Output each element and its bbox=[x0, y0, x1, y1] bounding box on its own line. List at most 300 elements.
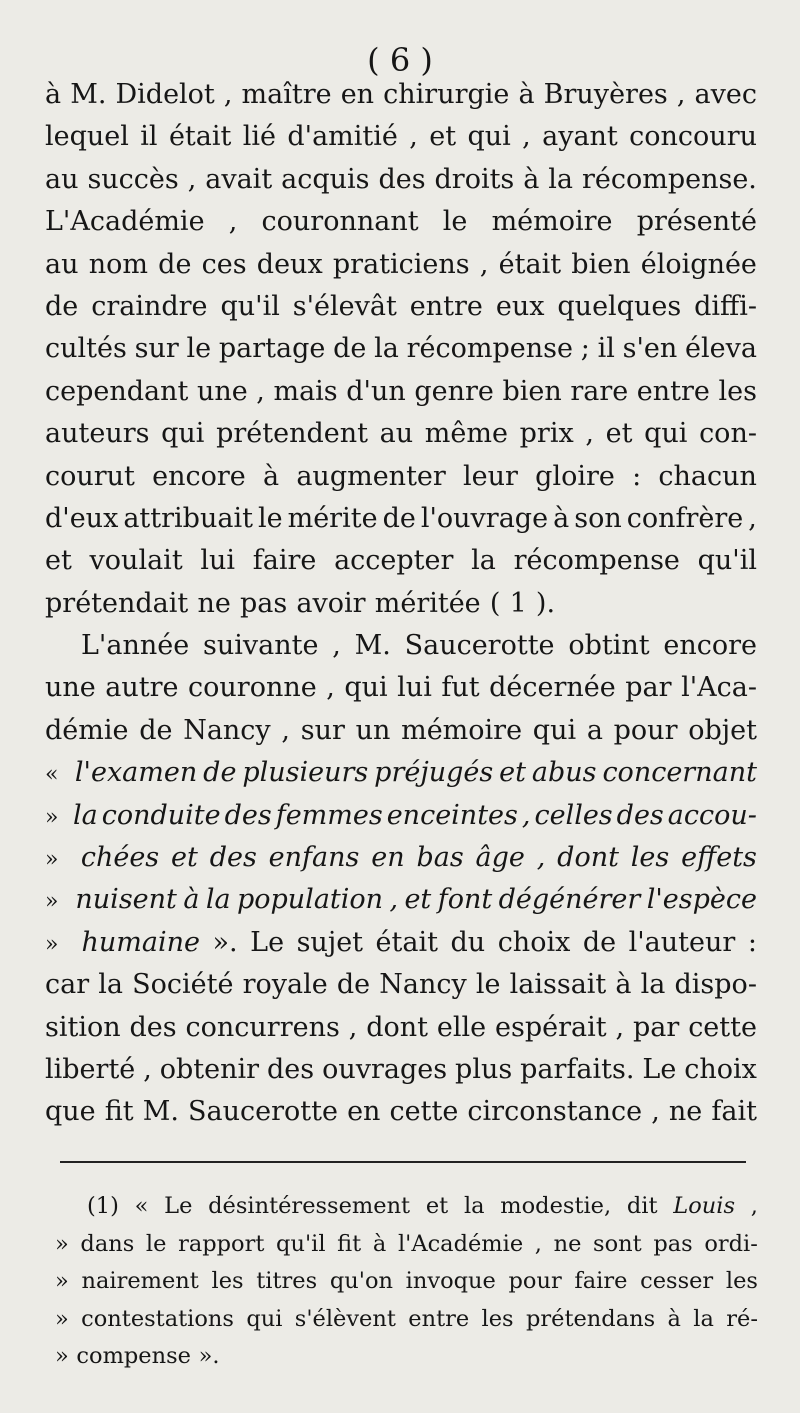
word: » bbox=[55, 1343, 69, 1369]
word: , bbox=[750, 1193, 758, 1219]
word: Nancy bbox=[183, 714, 271, 746]
word: nuisent bbox=[75, 884, 177, 916]
text-line bbox=[45, 371, 757, 413]
word: car bbox=[45, 969, 90, 1001]
word: prix bbox=[519, 418, 574, 450]
text-line bbox=[45, 244, 757, 286]
word: des bbox=[267, 1053, 315, 1085]
word: l'Académie bbox=[397, 1230, 524, 1257]
word: courut bbox=[45, 460, 135, 492]
page-number: ( 6 ) bbox=[367, 41, 433, 79]
word: et bbox=[171, 842, 198, 874]
word: cependant bbox=[45, 375, 189, 407]
word: rapport bbox=[178, 1230, 265, 1257]
word: dont bbox=[366, 1011, 429, 1043]
word: ». bbox=[212, 926, 238, 958]
word: et bbox=[605, 418, 633, 450]
word: éloignée bbox=[640, 248, 757, 280]
word: était bbox=[168, 121, 232, 153]
word: celles bbox=[534, 799, 613, 831]
word: de bbox=[45, 290, 79, 322]
word: d'eux bbox=[45, 502, 119, 534]
word: contestations bbox=[81, 1305, 234, 1332]
word: de bbox=[139, 714, 173, 746]
word: pas bbox=[653, 1230, 693, 1257]
text-line bbox=[45, 116, 757, 158]
word: , bbox=[585, 418, 594, 450]
word: des bbox=[224, 799, 272, 831]
quote-mark: » bbox=[45, 931, 59, 957]
word: présenté bbox=[636, 206, 757, 238]
word: , bbox=[389, 884, 399, 916]
word: par bbox=[625, 672, 672, 704]
word: cultés bbox=[45, 333, 127, 365]
word: , bbox=[748, 502, 757, 534]
word: » bbox=[55, 1268, 69, 1294]
word: obtint bbox=[568, 630, 650, 662]
word: : bbox=[632, 460, 642, 492]
word: fut bbox=[441, 672, 480, 704]
word: s'élèvent bbox=[294, 1305, 396, 1332]
word: la bbox=[471, 545, 496, 577]
word: , bbox=[479, 248, 489, 280]
word: d'amitié bbox=[287, 121, 398, 153]
word: compense bbox=[76, 1343, 191, 1369]
word: à bbox=[263, 460, 280, 492]
word: prétendent bbox=[216, 418, 368, 450]
word: acquis bbox=[281, 163, 370, 195]
word: autre bbox=[105, 672, 179, 704]
word: était bbox=[498, 248, 562, 280]
word: Didelot bbox=[115, 79, 215, 110]
word: enceintes bbox=[386, 799, 518, 831]
word: en bbox=[347, 1096, 381, 1128]
word: démie bbox=[45, 714, 129, 746]
word: 1 bbox=[509, 587, 527, 619]
word: entre bbox=[408, 1305, 470, 1332]
word: sujet bbox=[296, 926, 364, 958]
text-line bbox=[45, 286, 757, 328]
word: un bbox=[355, 714, 391, 746]
word: font bbox=[437, 884, 493, 916]
word: quelques bbox=[557, 290, 682, 322]
footnote-line bbox=[55, 1301, 758, 1339]
word: une bbox=[196, 375, 248, 407]
word: pas bbox=[239, 587, 288, 619]
word: des bbox=[129, 1011, 177, 1043]
word: qui bbox=[246, 1305, 283, 1332]
word: partage bbox=[218, 333, 326, 365]
word: mémoire bbox=[491, 206, 613, 238]
word: la bbox=[548, 163, 574, 195]
word: qui bbox=[161, 418, 205, 450]
word: il bbox=[140, 121, 158, 153]
word: méritée bbox=[374, 587, 481, 619]
word: elle bbox=[436, 1011, 487, 1043]
word: les bbox=[718, 375, 757, 407]
word: entre bbox=[636, 375, 710, 407]
word: sur bbox=[134, 333, 179, 365]
word: à bbox=[523, 163, 540, 195]
word: le bbox=[475, 969, 501, 1001]
word: invoque bbox=[405, 1268, 496, 1294]
word: conduite bbox=[101, 799, 221, 831]
word: au bbox=[45, 248, 79, 280]
text-line bbox=[45, 837, 757, 879]
word: qui bbox=[532, 714, 577, 746]
word: de bbox=[382, 502, 416, 534]
quote-mark: « bbox=[45, 762, 59, 788]
word: fit bbox=[104, 1096, 134, 1128]
word: qui bbox=[344, 672, 388, 704]
word: confrère bbox=[626, 502, 744, 534]
word: femmes bbox=[275, 799, 383, 831]
word: qui bbox=[644, 418, 688, 450]
word: bien bbox=[571, 248, 631, 280]
word: parfaits. bbox=[520, 1053, 635, 1085]
word: s'en bbox=[622, 333, 678, 365]
word: , bbox=[348, 1011, 358, 1043]
word: encore bbox=[663, 630, 757, 662]
word: la bbox=[205, 884, 231, 916]
word: lequel bbox=[45, 121, 129, 153]
word: L'année bbox=[81, 630, 190, 662]
word: récompense bbox=[513, 545, 680, 577]
word: dit bbox=[626, 1193, 658, 1219]
word: deux bbox=[256, 248, 323, 280]
quote-mark: » bbox=[45, 804, 59, 830]
word: M. bbox=[70, 79, 107, 110]
word: les bbox=[630, 842, 670, 874]
word: fit bbox=[337, 1230, 362, 1257]
word: humaine bbox=[81, 926, 200, 958]
word: désintéressement bbox=[208, 1193, 411, 1219]
word: dispo- bbox=[674, 969, 757, 1001]
quote-mark: » bbox=[45, 889, 59, 915]
footnotes bbox=[55, 1188, 758, 1376]
word: à bbox=[372, 1230, 387, 1257]
body-text bbox=[45, 74, 757, 1134]
word: , bbox=[143, 1053, 152, 1085]
word: l'ouvrage bbox=[420, 502, 549, 534]
word: liberté bbox=[45, 1053, 136, 1085]
word: nairement bbox=[81, 1268, 199, 1294]
word: enfans bbox=[268, 842, 360, 874]
word: Le bbox=[250, 926, 285, 958]
word: ne bbox=[668, 1096, 703, 1128]
word: éleva bbox=[685, 333, 757, 365]
word: avoir bbox=[296, 587, 366, 619]
word: leur bbox=[463, 460, 518, 492]
word: concernant bbox=[602, 757, 757, 789]
word: chacun bbox=[658, 460, 757, 492]
word: (1) bbox=[87, 1193, 119, 1219]
word: : bbox=[747, 926, 757, 958]
word: était bbox=[375, 926, 438, 958]
word: concouru bbox=[629, 121, 757, 153]
word: , bbox=[522, 121, 531, 153]
word: ; bbox=[580, 333, 590, 365]
word: concurrens bbox=[185, 1011, 340, 1043]
word: l'espèce bbox=[646, 884, 757, 916]
footnote-line bbox=[55, 1263, 758, 1301]
word: rare bbox=[570, 375, 629, 407]
word: préjugés bbox=[374, 757, 494, 789]
word: Le bbox=[642, 1053, 677, 1085]
word: M. bbox=[142, 1096, 179, 1128]
word: par bbox=[633, 1011, 680, 1043]
word: accepter bbox=[334, 545, 454, 577]
word: , bbox=[534, 1230, 542, 1257]
word: de bbox=[333, 333, 367, 365]
word: , bbox=[326, 672, 335, 704]
text-line bbox=[45, 795, 757, 837]
word: , bbox=[676, 79, 686, 110]
word: la bbox=[693, 1305, 714, 1332]
word: sur bbox=[300, 714, 345, 746]
word: Le bbox=[164, 1193, 193, 1219]
word: couronne bbox=[188, 672, 317, 704]
text-line bbox=[45, 498, 757, 540]
text-line bbox=[45, 328, 757, 370]
word: la bbox=[374, 333, 399, 365]
text-line bbox=[45, 964, 757, 1006]
word: qu'il bbox=[276, 1230, 326, 1257]
word: sition bbox=[45, 1011, 121, 1043]
word: lui bbox=[200, 545, 236, 577]
word: attribuait bbox=[123, 502, 253, 534]
word: et bbox=[499, 757, 526, 789]
word: ordi- bbox=[704, 1230, 758, 1257]
word: au bbox=[379, 418, 414, 450]
text-line bbox=[45, 159, 757, 201]
word: sont bbox=[593, 1230, 642, 1257]
word: , bbox=[256, 375, 265, 407]
word: à bbox=[615, 969, 632, 1001]
footnote-line bbox=[55, 1338, 758, 1376]
word: , bbox=[228, 206, 238, 238]
word: les bbox=[725, 1268, 758, 1294]
word: objet bbox=[688, 714, 757, 746]
word: ces bbox=[201, 248, 247, 280]
word: dégénérer bbox=[498, 884, 641, 916]
word: choix bbox=[684, 1053, 757, 1085]
word: obtenir bbox=[159, 1053, 260, 1085]
word: plus bbox=[455, 1053, 513, 1085]
word: praticiens bbox=[332, 248, 470, 280]
word: eux bbox=[495, 290, 545, 322]
word: accou- bbox=[667, 799, 757, 831]
word: , bbox=[651, 1096, 660, 1128]
text-line bbox=[45, 583, 757, 625]
word: l'auteur bbox=[628, 926, 736, 958]
word: , bbox=[223, 79, 233, 110]
word: lié bbox=[242, 121, 276, 153]
word: à bbox=[45, 79, 62, 110]
word: » bbox=[55, 1305, 69, 1332]
word: faire bbox=[574, 1268, 628, 1294]
word: que bbox=[45, 1096, 96, 1128]
text-line bbox=[45, 1091, 757, 1133]
text-line bbox=[45, 1049, 757, 1091]
word: prétendait bbox=[45, 587, 189, 619]
word: abus bbox=[531, 757, 597, 789]
word: choix bbox=[497, 926, 571, 958]
word: en bbox=[340, 79, 375, 110]
word: titres bbox=[256, 1268, 318, 1294]
word: à bbox=[667, 1305, 681, 1332]
word: à bbox=[553, 502, 570, 534]
word: il bbox=[597, 333, 615, 365]
word: ne bbox=[197, 587, 231, 619]
word: diffi- bbox=[694, 290, 757, 322]
word: décernée bbox=[489, 672, 616, 704]
word: avait bbox=[205, 163, 273, 195]
word: du bbox=[450, 926, 486, 958]
word: ayant bbox=[542, 121, 618, 153]
word: , bbox=[332, 630, 341, 662]
word: le bbox=[186, 333, 212, 365]
word: des bbox=[209, 842, 257, 874]
word: modestie, bbox=[500, 1193, 612, 1219]
word: « bbox=[134, 1193, 149, 1219]
word: succès bbox=[87, 163, 179, 195]
word: nom bbox=[88, 248, 148, 280]
word: , bbox=[615, 1011, 625, 1043]
text-line bbox=[45, 540, 757, 582]
word: auteurs bbox=[45, 418, 150, 450]
word: bas bbox=[416, 842, 464, 874]
word: encore bbox=[152, 460, 246, 492]
text-line bbox=[45, 456, 757, 498]
word: ne bbox=[553, 1230, 582, 1257]
footnote-line bbox=[55, 1188, 758, 1226]
word: la bbox=[98, 969, 123, 1001]
word: cette bbox=[688, 1011, 757, 1043]
word: qu'il bbox=[697, 545, 757, 577]
word: Saucerotte bbox=[188, 1096, 338, 1128]
word: maître bbox=[241, 79, 332, 110]
footnote-rule bbox=[60, 1161, 746, 1163]
word: , bbox=[281, 714, 290, 746]
text-line bbox=[45, 625, 757, 667]
word: , bbox=[187, 163, 197, 195]
word: Saucerotte bbox=[404, 630, 555, 662]
text-line bbox=[45, 201, 757, 243]
word: ré- bbox=[726, 1305, 758, 1332]
word: Société bbox=[132, 969, 234, 1001]
footnote-line bbox=[55, 1226, 758, 1264]
word: en bbox=[371, 842, 405, 874]
text-line bbox=[45, 710, 757, 752]
quote-mark: » bbox=[45, 847, 59, 873]
word: cette bbox=[389, 1096, 459, 1128]
word: le bbox=[145, 1230, 167, 1257]
word: et bbox=[404, 884, 432, 916]
text-line bbox=[45, 922, 757, 964]
word: des bbox=[616, 799, 664, 831]
word: augmenter bbox=[296, 460, 446, 492]
word: âge bbox=[475, 842, 525, 874]
word: , bbox=[521, 799, 531, 831]
word: même bbox=[424, 418, 508, 450]
word: de bbox=[203, 757, 237, 789]
word: des bbox=[378, 163, 426, 195]
word: l'examen bbox=[74, 757, 198, 789]
word: d'un bbox=[346, 375, 406, 407]
word: au bbox=[45, 163, 79, 195]
word: » bbox=[55, 1230, 69, 1257]
word: mémoire bbox=[401, 714, 523, 746]
word: qu'il bbox=[220, 290, 280, 322]
word: et bbox=[45, 545, 72, 577]
word: les bbox=[481, 1305, 514, 1332]
word: récompense. bbox=[581, 163, 757, 195]
word: les bbox=[211, 1268, 244, 1294]
word: royale bbox=[242, 969, 328, 1001]
word: chées bbox=[80, 842, 160, 874]
word: lui bbox=[397, 672, 432, 704]
word: gloire bbox=[535, 460, 615, 492]
word: ( bbox=[489, 587, 501, 619]
word: s'élevât bbox=[292, 290, 397, 322]
word: ). bbox=[535, 587, 556, 619]
word: à bbox=[518, 79, 535, 110]
word: avec bbox=[694, 79, 757, 110]
word: suivante bbox=[202, 630, 319, 662]
word: espérait bbox=[495, 1011, 607, 1043]
text-line bbox=[45, 74, 757, 116]
word: effets bbox=[681, 842, 757, 874]
word: la bbox=[640, 969, 666, 1001]
word: de bbox=[158, 248, 192, 280]
word: de bbox=[336, 969, 371, 1001]
word: , bbox=[409, 121, 418, 153]
word: Louis bbox=[673, 1193, 736, 1219]
word: et bbox=[425, 1193, 449, 1219]
word: son bbox=[574, 502, 622, 534]
word: chirurgie bbox=[383, 79, 510, 110]
word: pour bbox=[508, 1268, 562, 1294]
word: ». bbox=[198, 1343, 220, 1369]
word: craindre bbox=[91, 290, 208, 322]
word: entre bbox=[409, 290, 483, 322]
word: a bbox=[586, 714, 603, 746]
word: faire bbox=[252, 545, 317, 577]
word: L'Académie bbox=[45, 206, 205, 238]
word: une bbox=[45, 672, 96, 704]
word: fait bbox=[711, 1096, 757, 1128]
word: dans bbox=[80, 1230, 135, 1257]
word: mais bbox=[273, 375, 338, 407]
word: M. bbox=[354, 630, 391, 662]
word: le bbox=[442, 206, 468, 238]
word: ouvrages bbox=[322, 1053, 448, 1085]
word: population bbox=[236, 884, 384, 916]
text-line bbox=[45, 879, 757, 921]
word: con- bbox=[699, 418, 757, 450]
text-line bbox=[45, 667, 757, 709]
word: circonstance bbox=[467, 1096, 643, 1128]
word: couronnant bbox=[261, 206, 419, 238]
word: le bbox=[257, 502, 283, 534]
word: la bbox=[463, 1193, 485, 1219]
word: genre bbox=[414, 375, 494, 407]
word: la bbox=[72, 799, 98, 831]
word: dont bbox=[557, 842, 619, 874]
word: à bbox=[183, 884, 200, 916]
word: qu'on bbox=[329, 1268, 393, 1294]
